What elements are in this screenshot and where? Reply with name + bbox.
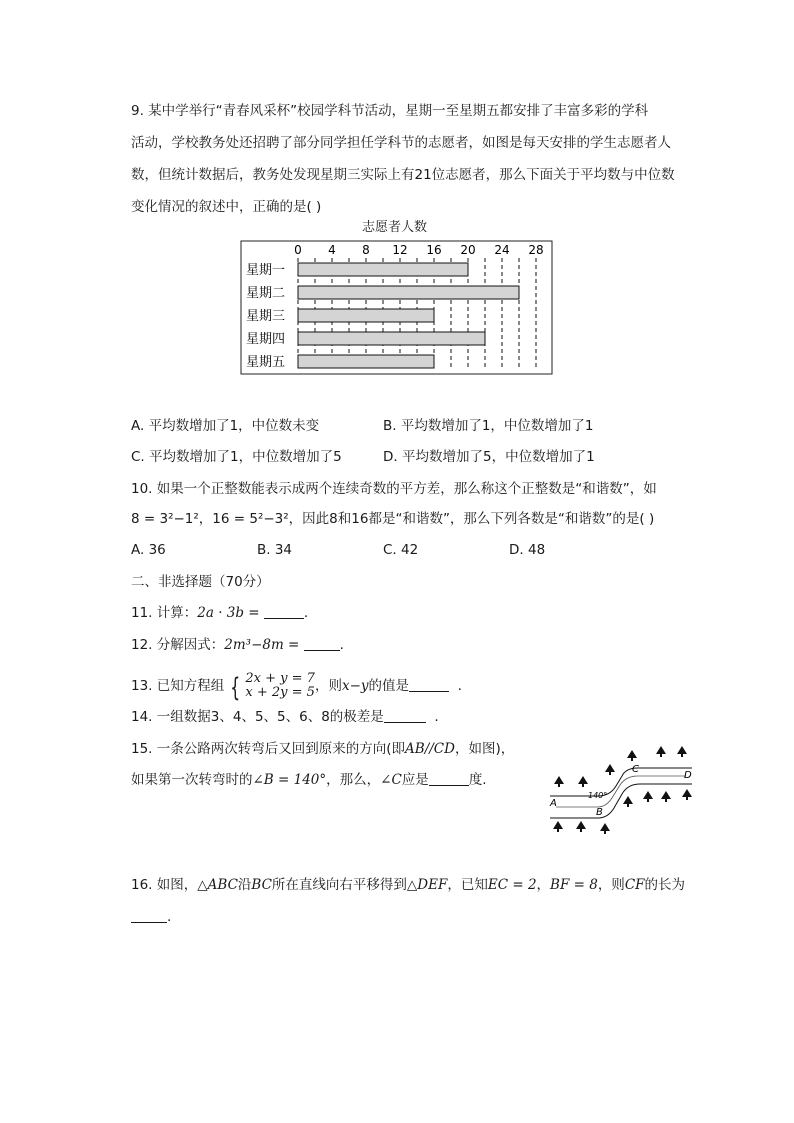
tree-icon [677, 746, 687, 757]
q14-end: . [434, 709, 439, 725]
x-tick-label: 8 [362, 243, 370, 257]
label-c: C [632, 764, 639, 775]
q16-f: △DEF [406, 877, 448, 893]
q15-line2-suffix: 应是 [401, 772, 429, 788]
q15-line2-mid: ，那么， [326, 772, 381, 788]
q15-line1-prefix: 15. 一条公路两次转弯后又回到原来的方向(即 [131, 741, 406, 757]
q16-j: BF = 8 [550, 877, 598, 893]
tree-icon [643, 791, 653, 802]
section-2-heading: 二、非选择题（70分） [131, 574, 270, 590]
q16-line-1 [131, 875, 685, 895]
chart-frame [241, 241, 552, 374]
x-tick-label: 0 [294, 243, 302, 257]
q9-option-d[interactable]: D. 平均数增加了5，中位数增加了1 [383, 449, 595, 465]
q13-answer-blank[interactable] [409, 677, 449, 692]
q13 [131, 671, 462, 703]
label-b: B [596, 807, 603, 818]
q11-expr: 2a · 3b = [197, 605, 260, 621]
tree-icon [656, 746, 666, 757]
q13-suffix: 的值是 [368, 678, 410, 694]
q13-end: . [457, 678, 462, 694]
q10-line-1: 10. 如果一个正整数能表示成两个连续奇数的平方差，那么称这个正整数是“和谐数”，如 [131, 481, 657, 497]
label-d: D [684, 770, 692, 781]
q9-option-a[interactable]: A. 平均数增加了1，中位数未变 [131, 418, 320, 434]
tree-icon [578, 776, 588, 787]
q9-option-b[interactable]: B. 平均数增加了1，中位数增加了1 [383, 418, 594, 434]
q16-m: 的长为 [644, 877, 686, 893]
q15-line2-end: 度. [468, 772, 487, 788]
q12-suffix: . [339, 637, 344, 653]
q15-line2-math: ∠B = 140° [252, 772, 327, 788]
trees [553, 746, 692, 834]
bar-星期二 [298, 286, 519, 299]
q13-expr: x−y [341, 678, 369, 694]
q16-b: △ABC [197, 877, 238, 893]
q15-line1-suffix: ，如图)， [454, 741, 515, 757]
q11-answer-blank[interactable] [264, 604, 304, 619]
q13-eq2: x + 2y = 5 [245, 685, 315, 700]
q12-prefix: 12. 分解因式： [131, 637, 225, 653]
q9-line-2: 活动，学校教务处还招聘了部分同学担任学科节的志愿者，如图是每天安排的学生志愿者人 [131, 135, 671, 151]
q16-d: BC [251, 877, 272, 893]
q11-suffix: . [303, 605, 309, 621]
q11 [131, 603, 308, 623]
q9-line-4: 变化情况的叙述中，正确的是( ) [131, 199, 322, 215]
q15-line-1 [131, 739, 514, 759]
q10-option-b[interactable]: B. 34 [257, 542, 293, 558]
q15-line-2 [131, 770, 487, 790]
q13-brace: { [229, 673, 240, 703]
tree-icon [605, 764, 615, 775]
q16-a: 16. 如图， [131, 877, 198, 893]
q9-option-c[interactable]: C. 平均数增加了1，中位数增加了5 [131, 449, 342, 465]
q16-e: 所在直线向右平移得到 [271, 877, 407, 893]
angle-label: 140° [588, 791, 608, 800]
chart-title: 志愿者人数 [362, 220, 428, 235]
q15-answer-blank[interactable] [429, 771, 469, 786]
q15-line1-math: AB//CD [405, 741, 455, 757]
q16-g: ，已知 [447, 877, 488, 893]
bar-星期四 [298, 332, 485, 345]
q16-c: 沿 [237, 877, 252, 893]
label-a: A [550, 798, 557, 809]
q9-line-3: 数，但统计数据后，教务处发现星期三实际上有21位志愿者，那么下面关于平均数与中位数 [131, 167, 675, 183]
tree-icon [553, 821, 563, 832]
q14-text: 14. 一组数据3、4、5、5、6、8的极差是 [131, 709, 384, 725]
bar-星期五 [298, 355, 434, 368]
q14-answer-blank[interactable] [384, 708, 426, 723]
tree-icon [627, 750, 637, 761]
q16-k: ，则 [597, 877, 625, 893]
x-tick-label: 4 [328, 243, 336, 257]
q13-mid: ，则 [314, 678, 342, 694]
q13-eq1: 2x + y = 7 [245, 671, 315, 686]
q15-line2-prefix: 如果第一次转弯时的 [131, 772, 253, 788]
q12 [131, 635, 344, 655]
x-tick-label: 20 [460, 243, 476, 257]
category-label: 星期二 [246, 286, 286, 301]
q16-l: CF [624, 877, 645, 893]
category-label: 星期五 [246, 355, 286, 370]
x-tick-label: 12 [392, 243, 408, 257]
q11-prefix: 11. 计算： [131, 605, 198, 621]
tree-icon [682, 789, 692, 800]
category-label: 星期三 [246, 309, 286, 324]
q16-end: . [167, 909, 172, 925]
q12-expr: 2m³−8m = [224, 637, 300, 653]
q16-answer-blank[interactable] [131, 908, 167, 923]
q9-line-1: 9. 某中学举行“青春风采杯”校园学科节活动，星期一至星期五都安排了丰富多彩的学科 [131, 103, 649, 119]
x-tick-label: 16 [426, 243, 442, 257]
q10-option-a[interactable]: A. 36 [131, 542, 166, 558]
category-label: 星期四 [246, 332, 286, 347]
q14 [131, 707, 439, 727]
volunteer-bar-chart [240, 240, 554, 376]
tree-icon [554, 776, 564, 787]
tree-icon [600, 823, 610, 834]
q13-prefix: 13. 已知方程组 [131, 678, 225, 694]
bar-星期三 [298, 309, 434, 322]
tree-icon [576, 821, 586, 832]
road [550, 768, 692, 818]
tree-icon [623, 796, 633, 807]
road-figure [548, 738, 694, 838]
q16-line-2 [131, 907, 171, 927]
q16-i: ， [536, 877, 551, 893]
category-label: 星期一 [246, 263, 286, 278]
q15-line2-math2: ∠C [380, 772, 402, 788]
x-tick-label: 28 [528, 243, 544, 257]
q10-option-c[interactable]: C. 42 [383, 542, 419, 558]
q16-h: EC = 2 [487, 877, 537, 893]
q13-system [245, 672, 315, 700]
tree-icon [661, 791, 671, 802]
q10-option-d[interactable]: D. 48 [509, 542, 546, 558]
x-tick-label: 24 [494, 243, 510, 257]
q10-line-2: 8 = 3²−1²，16 = 5²−3²，因此8和16都是“和谐数”，那么下列各数是“和谐数”的是( ) [131, 511, 655, 527]
bar-星期一 [298, 263, 468, 276]
q12-answer-blank[interactable] [304, 636, 340, 651]
